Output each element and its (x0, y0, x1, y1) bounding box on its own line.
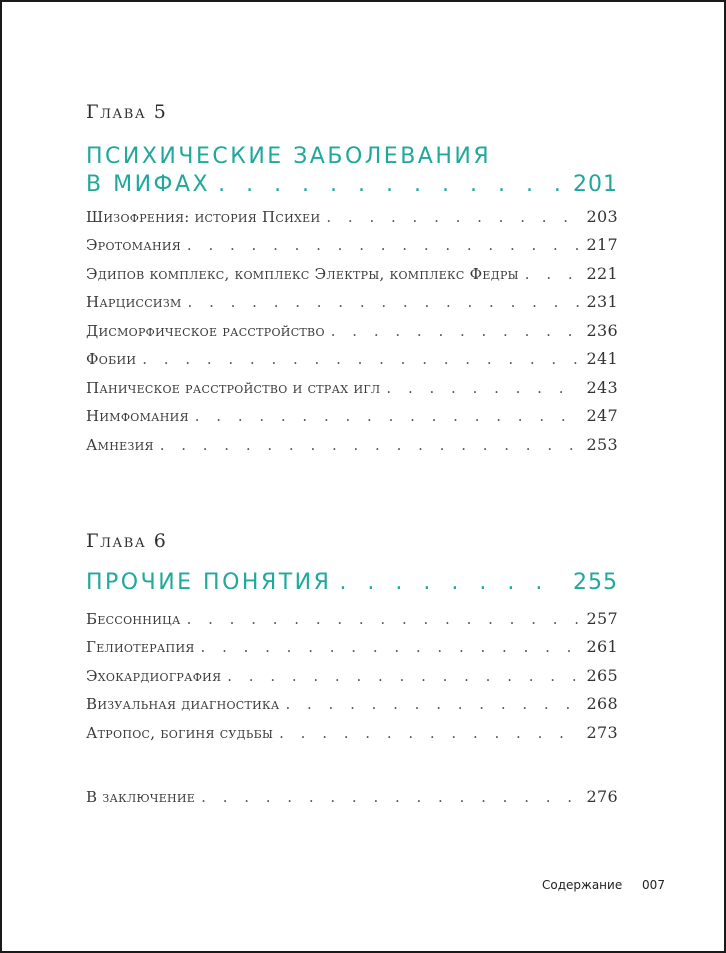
chapter-5-title[interactable] (86, 143, 618, 199)
leader-dots (195, 407, 581, 425)
leader-dots (201, 638, 581, 656)
toc-entry-page: 268 (586, 694, 618, 713)
toc-entry[interactable] (86, 207, 618, 229)
chapter-6-label: Глава 6 (86, 530, 168, 552)
leader-dots (188, 293, 581, 311)
toc-entry[interactable] (86, 609, 618, 631)
toc-entry-text: Нимфомания (86, 407, 189, 425)
toc-entry[interactable] (86, 637, 618, 659)
leader-dots (339, 569, 565, 597)
toc-entry-text: Дисморфическое расстройство (86, 322, 325, 340)
toc-entry-page: 231 (586, 292, 618, 311)
toc-entry-page: 261 (586, 637, 618, 656)
toc-entry-text: Фобии (86, 350, 137, 368)
chapter-6-page: 255 (573, 570, 618, 595)
toc-entry[interactable] (86, 435, 618, 457)
toc-entry-text: В заключение (86, 788, 196, 806)
toc-entry-page: 265 (586, 666, 618, 685)
toc-entry-page: 203 (586, 207, 618, 226)
toc-entry[interactable] (86, 723, 618, 745)
toc-entry-text: Амнезия (86, 436, 154, 454)
page-footer (542, 878, 665, 892)
toc-entry[interactable] (86, 321, 618, 343)
chapter-5-title-text-1: ПСИХИЧЕСКИЕ ЗАБОЛЕВАНИЯ (86, 144, 492, 169)
toc-entry-text: Бессонница (86, 610, 181, 628)
toc-entry[interactable] (86, 406, 618, 428)
toc-entry[interactable] (86, 666, 618, 688)
toc-entry-text: Гелиотерапия (86, 638, 195, 656)
leader-dots (142, 350, 580, 368)
toc-entry-page: 221 (586, 264, 618, 283)
toc-entry-page: 236 (586, 321, 618, 340)
leader-dots (525, 265, 581, 283)
toc-entry-page: 257 (586, 609, 618, 628)
toc-entry-page: 253 (586, 435, 618, 454)
toc-entry-page: 243 (586, 378, 618, 397)
toc-entry[interactable] (86, 349, 618, 371)
leader-dots (218, 171, 565, 199)
footer-page-number: 007 (642, 878, 665, 892)
chapter-6-title[interactable] (86, 569, 618, 597)
toc-entry-text: Визуальная диагностика (86, 695, 280, 713)
chapter-6-title-line (86, 569, 618, 597)
toc-entry[interactable] (86, 292, 618, 314)
toc-entry-text: Нарциссизм (86, 293, 182, 311)
leader-dots (160, 436, 581, 454)
toc-entry[interactable] (86, 235, 618, 257)
toc-entry-page: 217 (586, 235, 618, 254)
chapter-5-title-line-2 (86, 171, 618, 199)
toc-entry-text: Паническое расстройство и страх игл (86, 379, 381, 397)
chapter-5-label: Глава 5 (86, 101, 168, 123)
toc-entry-text: Шизофрения: история Психеи (86, 208, 321, 226)
toc-entry-text: Атропос, богиня судьбы (86, 724, 274, 742)
leader-dots (331, 322, 581, 340)
leader-dots (201, 788, 580, 806)
toc-entry-text: Эдипов комплекс, комплекс Электры, комплекс Федры (86, 265, 519, 283)
leader-dots (279, 724, 580, 742)
chapter-6-title-text: ПРОЧИЕ ПОНЯТИЯ (86, 570, 332, 595)
toc-entry-page: 241 (586, 349, 618, 368)
leader-dots (187, 236, 581, 254)
toc-entry-text: Эротомания (86, 236, 181, 254)
leader-dots (326, 208, 580, 226)
toc-entry[interactable] (86, 694, 618, 716)
leader-dots (227, 667, 580, 685)
leader-dots (285, 695, 580, 713)
toc-entry-conclusion[interactable] (86, 787, 618, 809)
footer-section-title: Содержание (542, 878, 623, 892)
toc-entry-page: 273 (586, 723, 618, 742)
toc-entry[interactable] (86, 264, 618, 286)
chapter-5-page: 201 (573, 172, 618, 197)
chapter-5-title-text-2: В МИФАХ (86, 172, 211, 197)
leader-dots (187, 610, 581, 628)
toc-entry[interactable] (86, 378, 618, 400)
toc-entry-page: 247 (586, 406, 618, 425)
leader-dots (386, 379, 580, 397)
chapter-5-title-line-1 (86, 143, 618, 171)
toc-entry-page: 276 (586, 787, 618, 806)
toc-entry-text: Эхокардиография (86, 667, 222, 685)
